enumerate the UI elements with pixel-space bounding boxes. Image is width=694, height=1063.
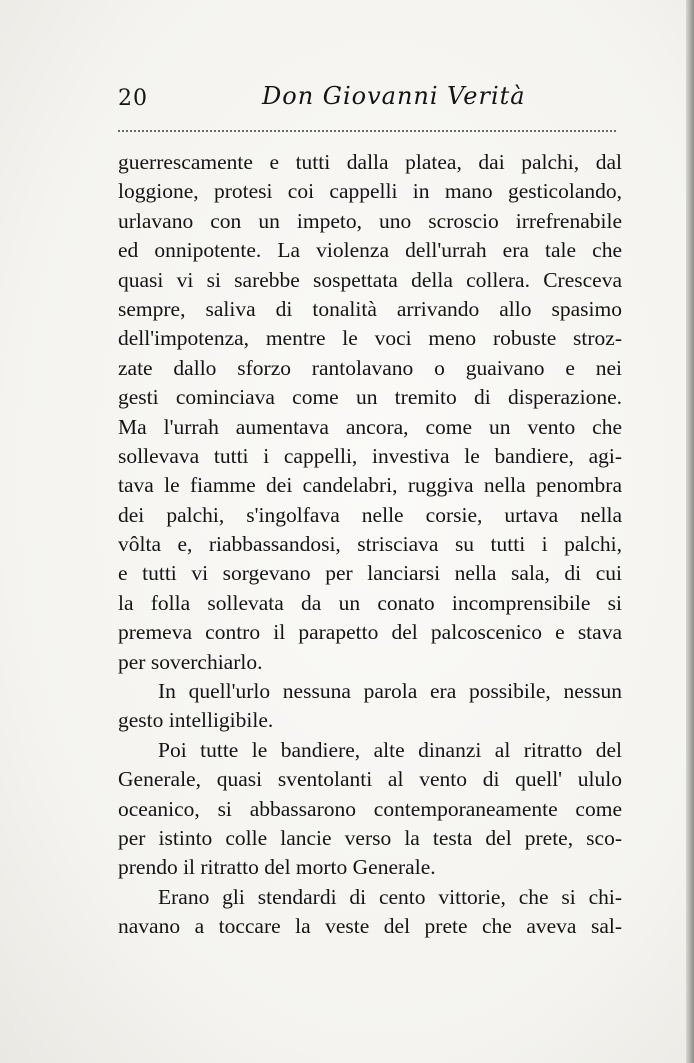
paragraph-end-line: gesto intelligibile. (118, 708, 274, 733)
text-line: e tutti vi sorgevano per lanciarsi nella sala, di cui (118, 561, 622, 586)
text-line: ed onnipotente. La violenza dell'urrah era tale che (118, 238, 622, 263)
text-line: Generale, quasi sventolanti al vento di quell' ululo (118, 767, 622, 792)
body-text (118, 148, 622, 942)
text-line: Ma l'urrah aumentava ancora, come un vento che (118, 414, 622, 439)
paragraph-start-line: Poi tutte le bandiere, alte dinanzi al ritratto del (158, 737, 622, 762)
text-line: gesti cominciava come un tremito di disperazione. (118, 385, 622, 410)
page-edge-shadow (686, 0, 694, 1063)
paragraph-end-line: per soverchiarlo. (118, 649, 263, 674)
text-line: vôlta e, riabbassandosi, strisciava su tutti i palchi, (118, 532, 622, 557)
text-line: guerrescamente e tutti dalla platea, dai palchi, dal (118, 150, 622, 174)
text-line: sempre, saliva di tonalità arrivando allo spasimo (118, 296, 622, 321)
header-rule (118, 130, 616, 132)
text-line: la folla sollevata da un conato incomprensibile si (118, 590, 622, 615)
text-line: oceanico, si abbassarono contemporaneamente come (118, 796, 622, 821)
text-line: per istinto colle lancie verso la testa del prete, sco- (118, 825, 622, 850)
paragraph-start-line: Erano gli stendardi di cento vittorie, che si chi- (158, 884, 622, 909)
text-line: sollevava tutti i cappelli, investiva le bandiere, agi- (118, 443, 622, 468)
text-line: zate dallo sforzo rantolavano o guaivano e nei (118, 355, 622, 380)
text-line: quasi vi si sarebbe sospettata della collera. Cresceva (118, 267, 622, 292)
paragraph-start-line: In quell'urlo nessuna parola era possibile, nessun (158, 679, 622, 704)
page-number: 20 (118, 86, 148, 111)
text-line: tava le fiamme dei candelabri, ruggiva nella penombra (118, 473, 622, 498)
text-line: navano a toccare la veste del prete che aveva sal- (118, 914, 622, 939)
paragraph-end-line: prendo il ritratto del morto Generale. (118, 855, 436, 880)
text-line: urlavano con un impeto, uno scroscio irrefrenabile (118, 208, 622, 233)
text-line: premeva contro il parapetto del palcoscenico e stava (118, 620, 622, 645)
text-line: loggione, protesi coi cappelli in mano gesticolando, (118, 179, 622, 204)
running-title: Don Giovanni Verità (262, 82, 526, 110)
text-line: dell'impotenza, mentre le voci meno robuste stroz- (118, 326, 622, 351)
text-line: dei palchi, s'ingolfava nelle corsie, urtava nella (118, 502, 622, 527)
